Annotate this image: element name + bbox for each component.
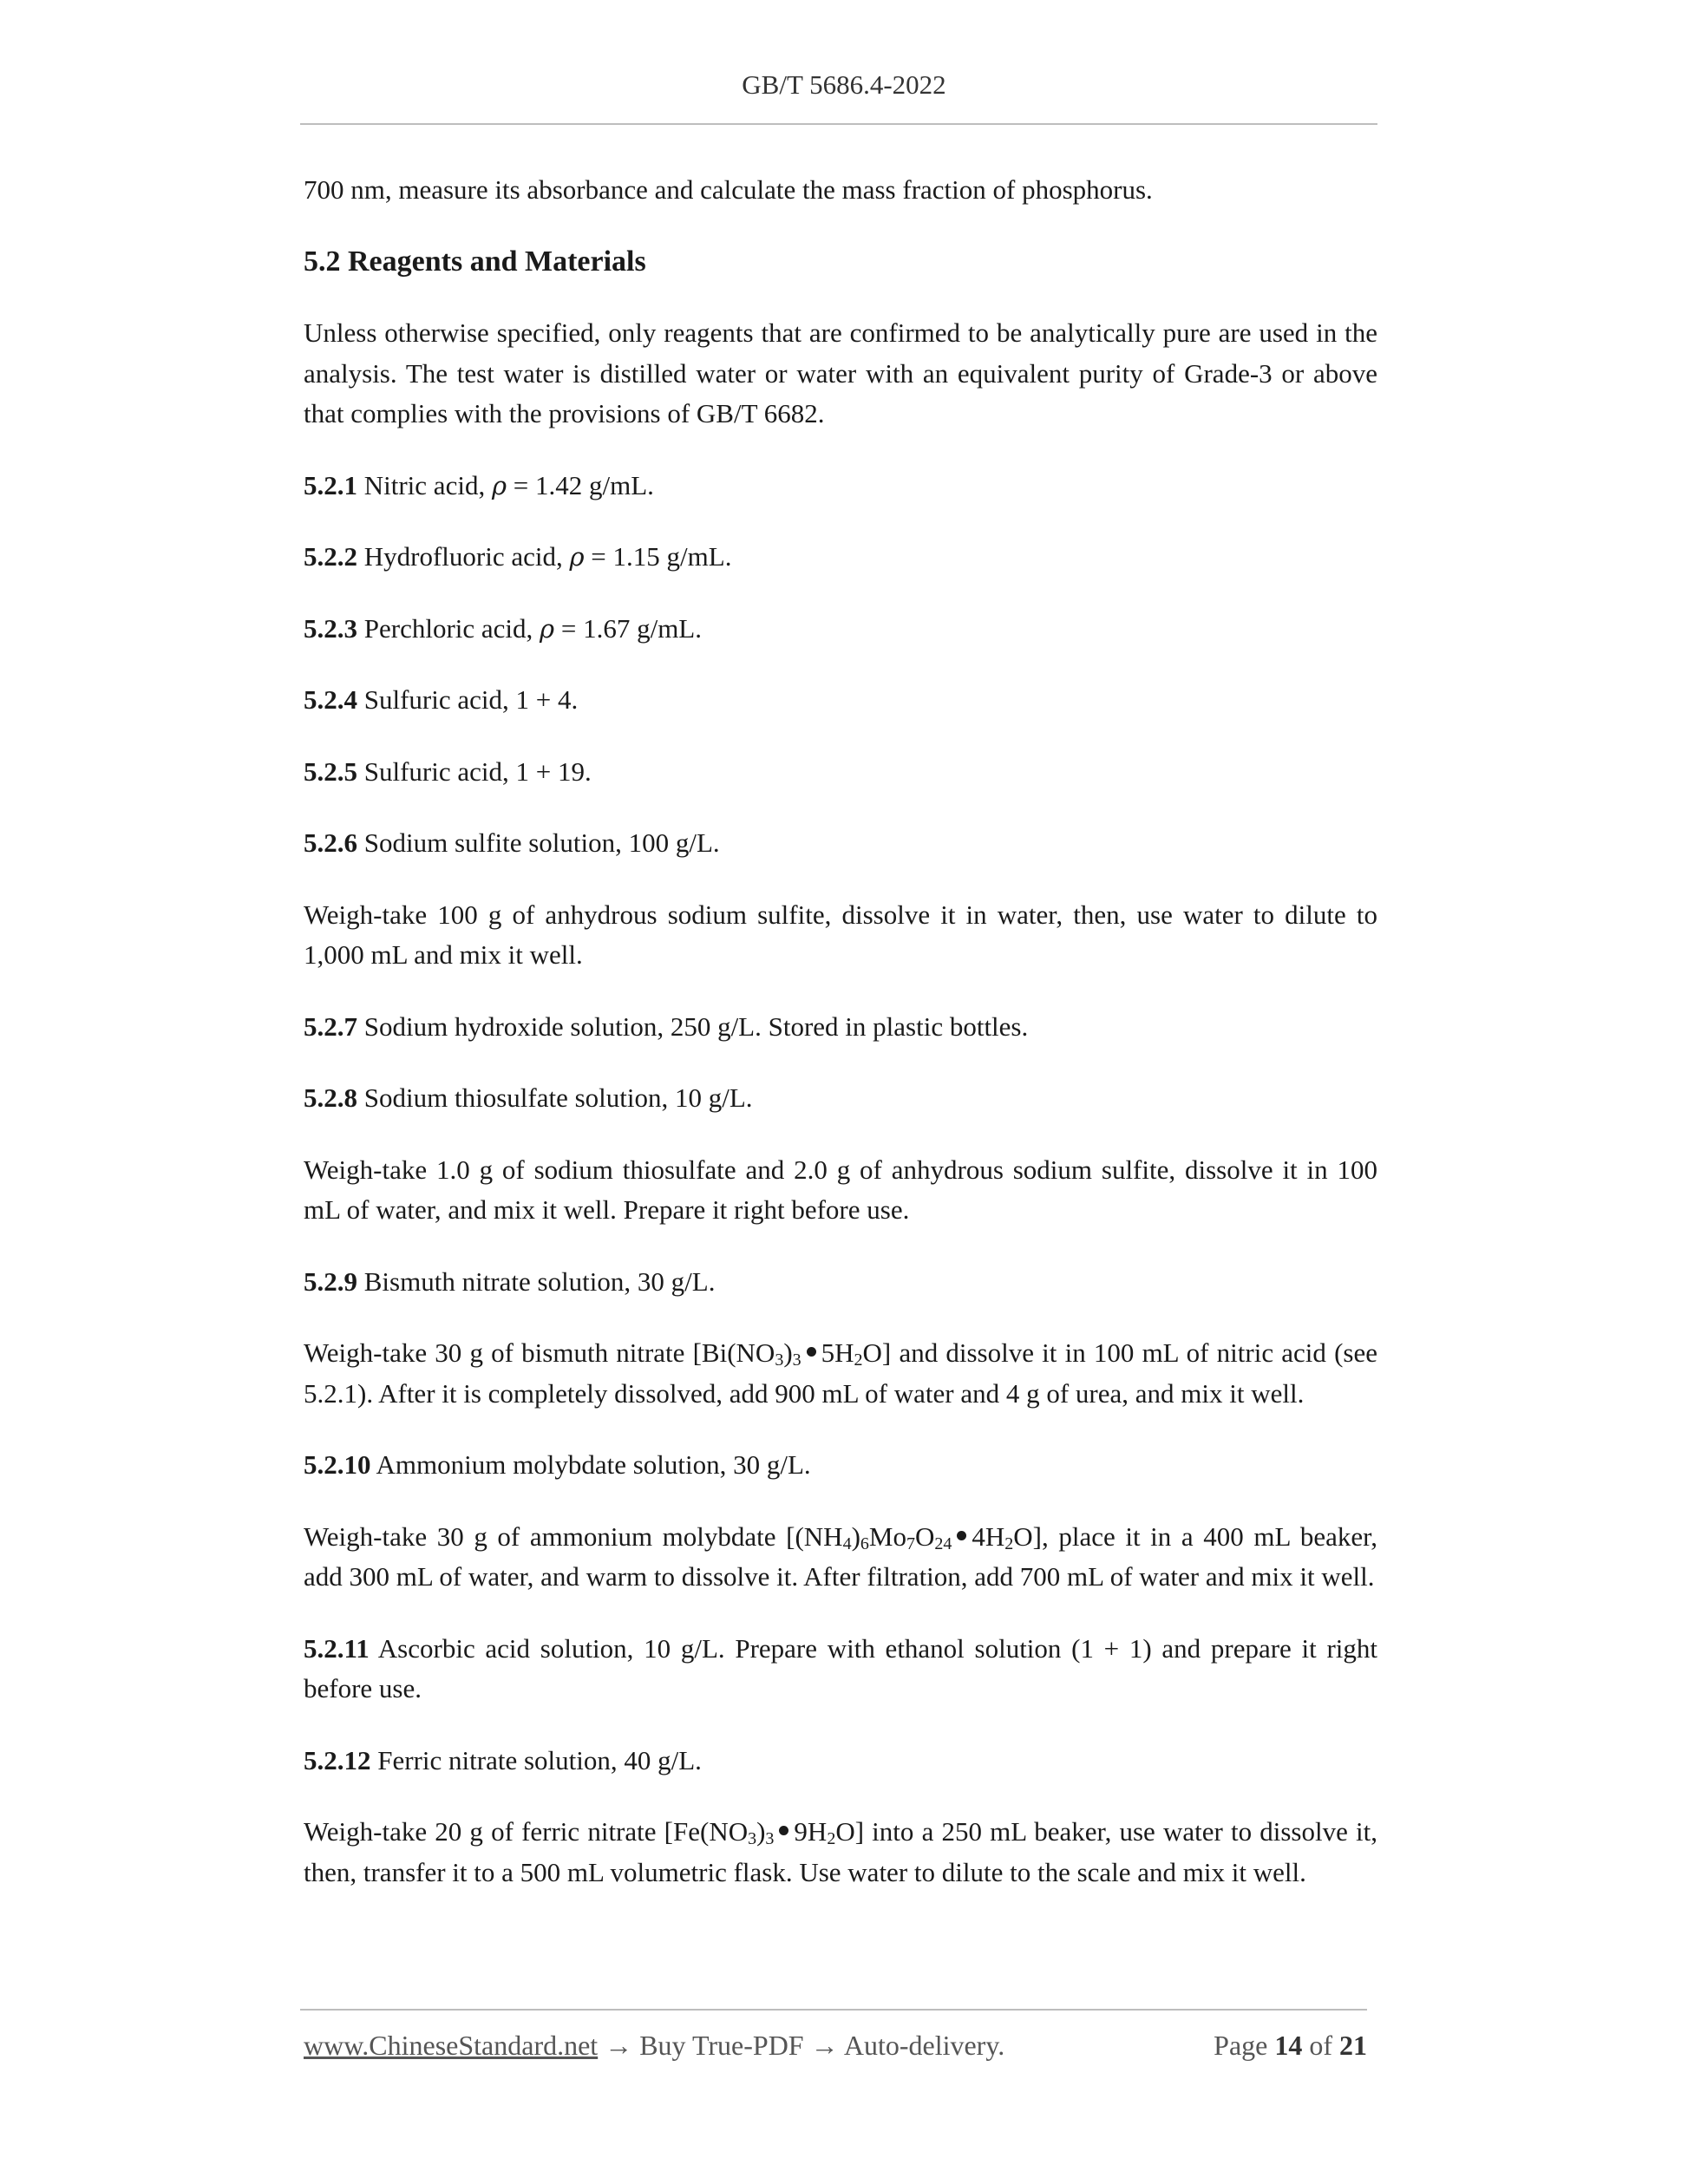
reagent-detail: Weigh-take 30 g of ammonium molybdate [$(NH_4)_6Mo_7O_{24}$ $4H_2O$], place it in a 400 mL beaker, add 300 mL of water, and warm to dissolve it. After filtration, add 700 mL of water and mix it well. bbox=[304, 1520, 1377, 1592]
reagent-item: 5.2.8 Sodium thiosulfate solution, 10 g/L. bbox=[304, 1082, 753, 1113]
item-number: 5.2.10 bbox=[304, 1449, 371, 1480]
page-number: Page 14 of 21 bbox=[1214, 2030, 1367, 2061]
item-number: 5.2.11 bbox=[304, 1632, 370, 1664]
reagent-detail: Weigh-take 30 g of bismuth nitrate [$Bi(NO_3)_3$ $5H_2O$] and dissolve it in 100 mL of nitric acid (see 5.2.1). After it is completely dissolved, add 900 mL of water and 4 g of urea, and mix it well. bbox=[304, 1337, 1377, 1409]
middle-dot-icon bbox=[957, 1531, 966, 1540]
density-symbol: ρ bbox=[540, 613, 555, 644]
middle-dot-icon bbox=[779, 1826, 788, 1835]
item-number: 5.2.8 bbox=[304, 1082, 357, 1113]
reagent-item: 5.2.5 Sulfuric acid, 1 + 19. bbox=[304, 755, 592, 787]
item-number: 5.2.12 bbox=[304, 1744, 371, 1775]
item-number: 5.2.5 bbox=[304, 755, 357, 787]
item-number: 5.2.6 bbox=[304, 827, 357, 858]
reagent-item: 5.2.2 Hydrofluoric acid, ρ = 1.15 g/mL. bbox=[304, 541, 732, 572]
document-header-title: GB/T 5686.4-2022 bbox=[742, 69, 946, 100]
item-number: 5.2.7 bbox=[304, 1010, 357, 1042]
reagent-item: 5.2.4 Sulfuric acid, 1 + 4. bbox=[304, 684, 579, 715]
section-heading: 5.2 Reagents and Materials bbox=[304, 245, 646, 278]
header-divider bbox=[300, 123, 1377, 125]
item-number: 5.2.9 bbox=[304, 1265, 357, 1297]
total-pages: 21 bbox=[1339, 2030, 1367, 2061]
document-body bbox=[304, 170, 1377, 1893]
item-number: 5.2.1 bbox=[304, 469, 357, 500]
item-number: 5.2.2 bbox=[304, 541, 357, 572]
reagent-detail: Weigh-take 100 g of anhydrous sodium sulfite, dissolve it in water, then, use water to dilute to 1,000 mL and mix it well. bbox=[304, 899, 1377, 970]
reagent-detail: Weigh-take 1.0 g of sodium thiosulfate and 2.0 g of anhydrous sodium sulfite, dissolve it in 100 mL of water, and mix it well. Prepare it right before use. bbox=[304, 1154, 1377, 1225]
chinesestandard-link[interactable]: www.ChineseStandard.net bbox=[304, 2030, 599, 2061]
reagent-item: 5.2.1 Nitric acid, ρ = 1.42 g/mL. bbox=[304, 469, 654, 500]
reagent-item: 5.2.9 Bismuth nitrate solution, 30 g/L. bbox=[304, 1265, 716, 1297]
reagent-detail: Weigh-take 20 g of ferric nitrate [$Fe(NO_3)_3$ $9H_2O$] into a 250 mL beaker, use water to dissolve it, then, transfer it to a 500 mL volumetric flask. Use water to dilute to the scale and mix it well. bbox=[304, 1816, 1377, 1887]
middle-dot-icon bbox=[807, 1347, 816, 1357]
section-intro-paragraph: Unless otherwise specified, only reagents that are confirmed to be analytically pure are used in the analysis. The test water is distilled water or water with an equivalent purity of Grade-3 or above that complies with the provisions of GB/T 6682. bbox=[304, 317, 1377, 428]
reagent-item: 5.2.7 Sodium hydroxide solution, 250 g/L. Stored in plastic bottles. bbox=[304, 1010, 1029, 1042]
current-page: 14 bbox=[1274, 2030, 1303, 2061]
density-symbol: ρ bbox=[491, 470, 507, 500]
footer-tagline: → Buy True-PDF → Auto-delivery. bbox=[598, 2030, 1005, 2061]
footer-promo bbox=[304, 2030, 1004, 2062]
item-number: 5.2.3 bbox=[304, 612, 357, 644]
footer-divider bbox=[300, 2009, 1367, 2011]
reagent-item: 5.2.6 Sodium sulfite solution, 100 g/L. bbox=[304, 827, 720, 858]
reagent-item: 5.2.10 Ammonium molybdate solution, 30 g/L. bbox=[304, 1449, 811, 1480]
intro-paragraph: 700 nm, measure its absorbance and calculate the mass fraction of phosphorus. bbox=[304, 174, 1153, 205]
reagent-item: 5.2.3 Perchloric acid, ρ = 1.67 g/mL. bbox=[304, 612, 702, 644]
reagent-item: 5.2.12 Ferric nitrate solution, 40 g/L. bbox=[304, 1744, 702, 1775]
density-symbol: ρ bbox=[569, 542, 585, 572]
item-number: 5.2.4 bbox=[304, 684, 357, 715]
page-footer bbox=[304, 2030, 1367, 2062]
reagent-item: 5.2.11 Ascorbic acid solution, 10 g/L. Prepare with ethanol solution (1 + 1) and prepare it right before use. bbox=[304, 1632, 1377, 1703]
